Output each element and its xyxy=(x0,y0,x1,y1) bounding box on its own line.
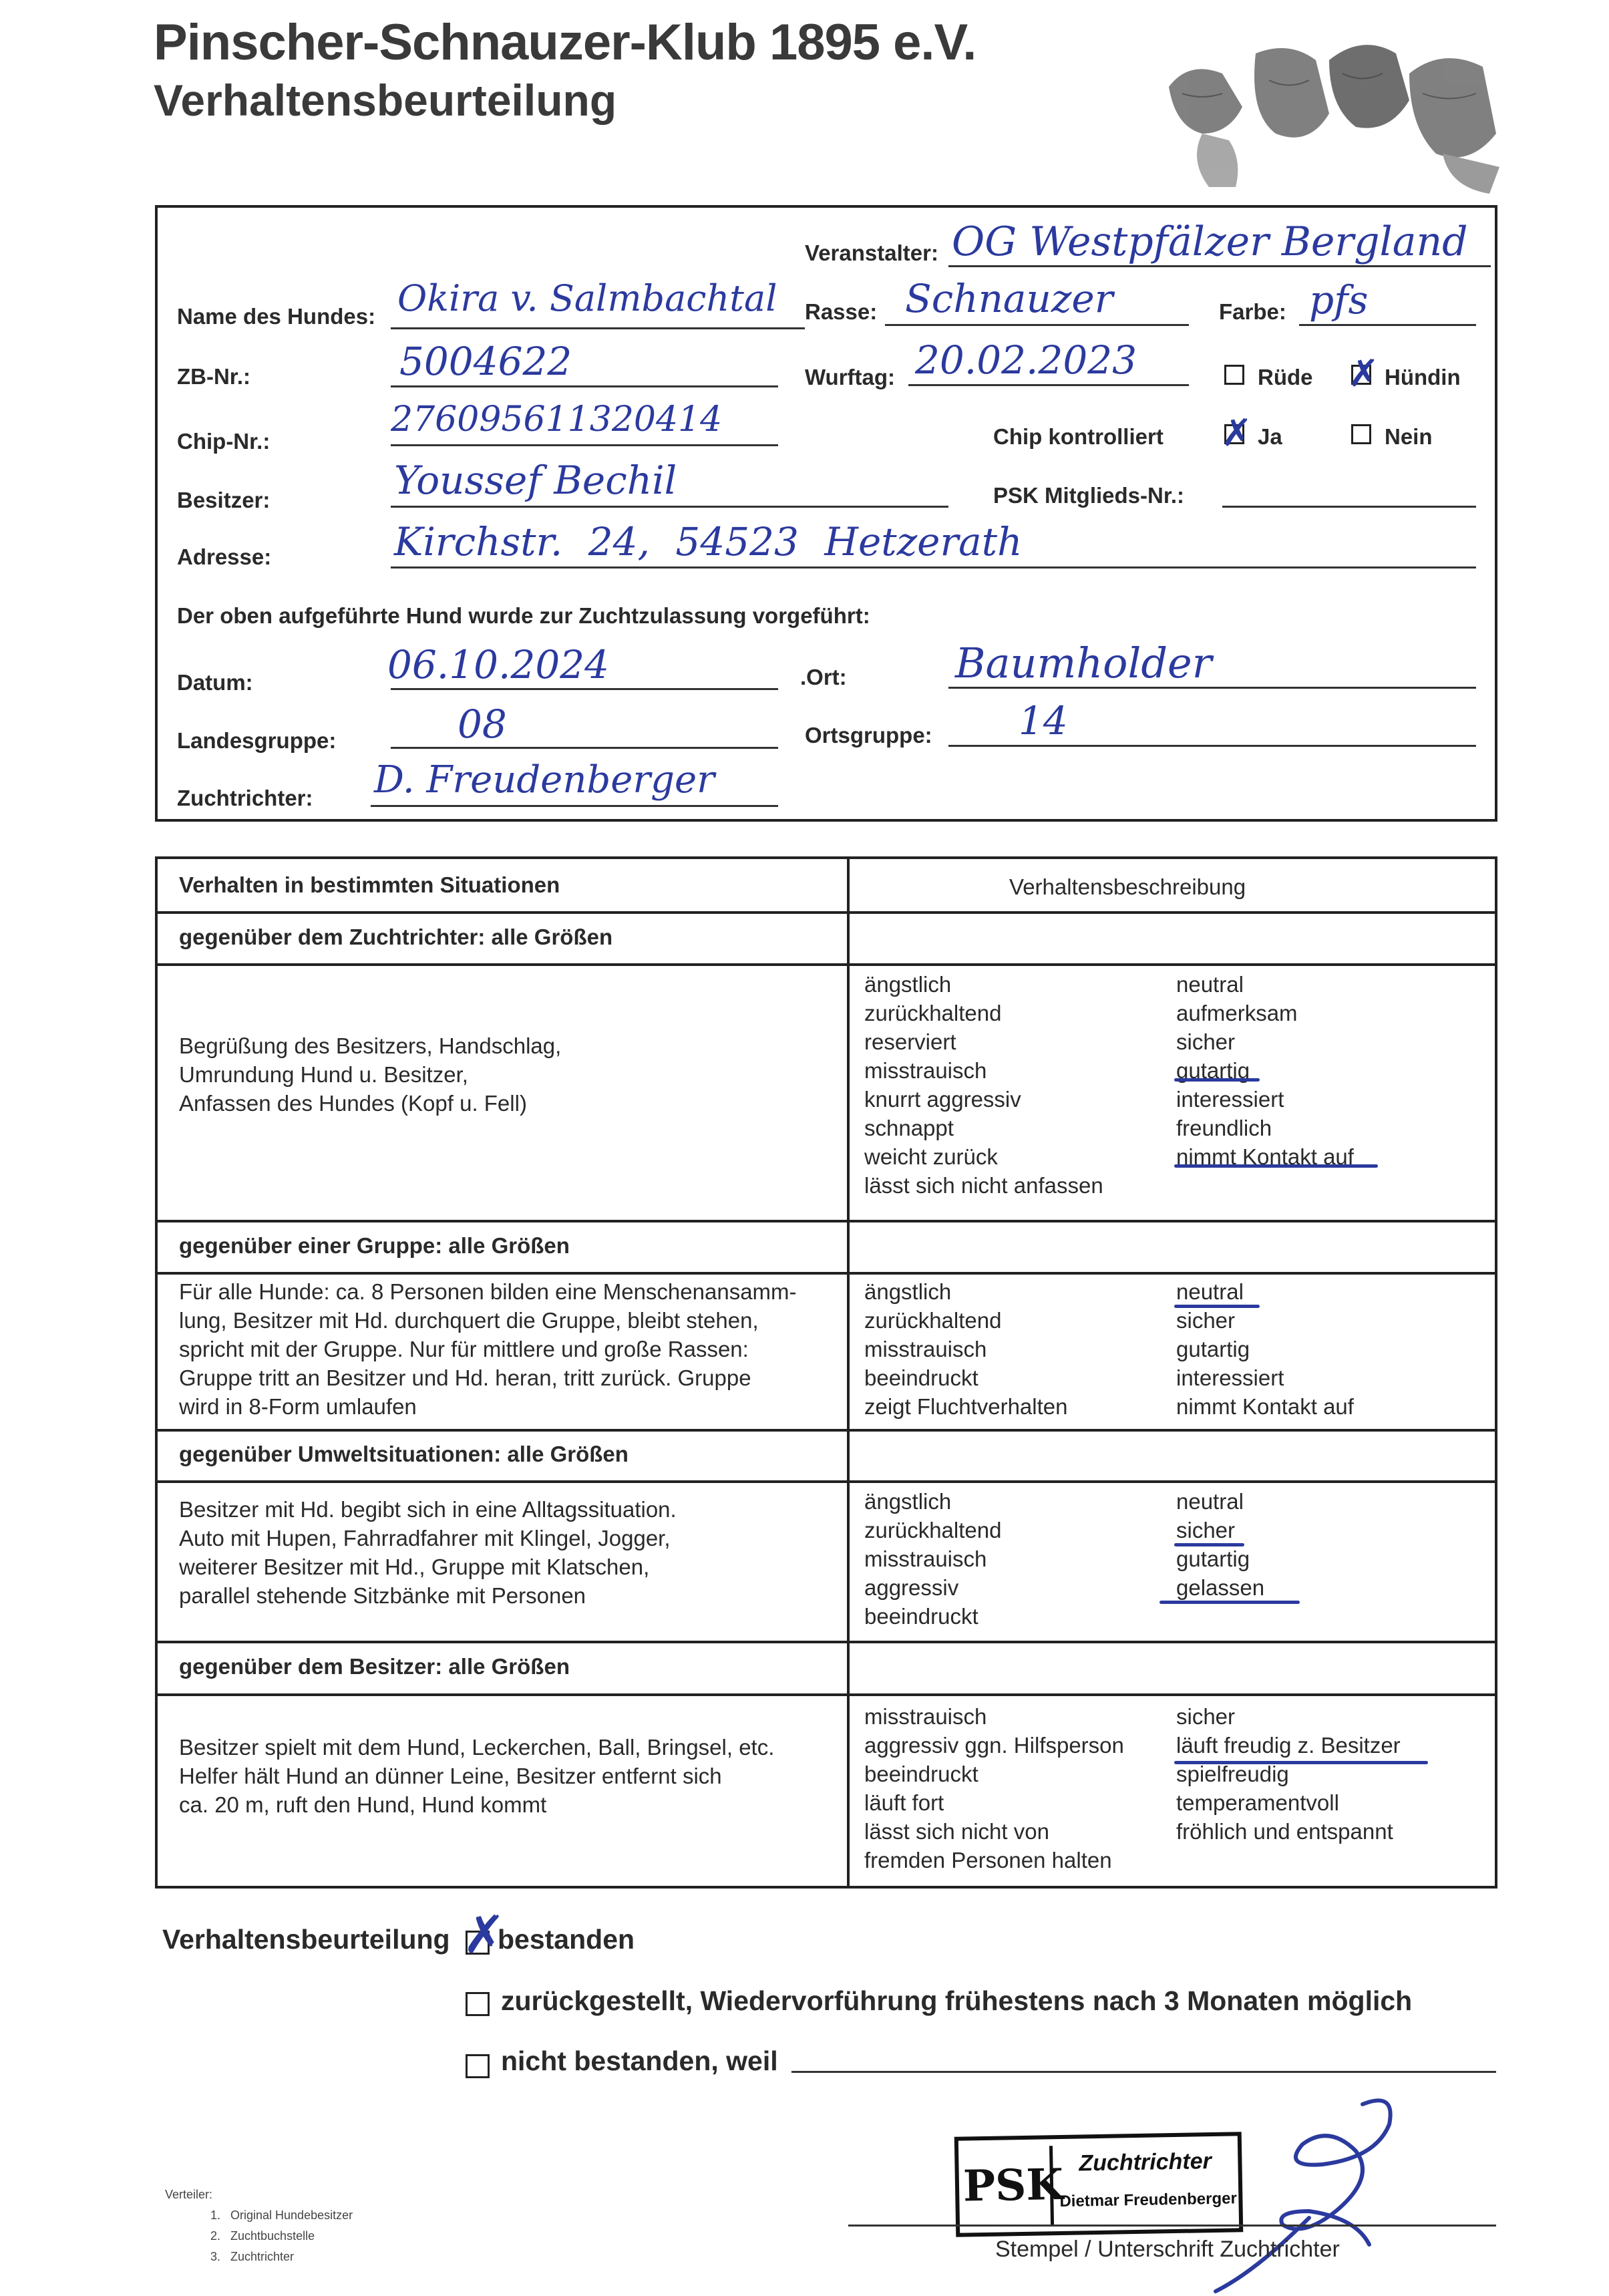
veranstalter-label: Veranstalter: xyxy=(805,240,938,265)
club-title: Pinscher-Schnauzer-Klub 1895 e.V. xyxy=(154,14,976,71)
datum-label: Datum: xyxy=(177,670,253,695)
judge-stamp xyxy=(954,2132,1244,2237)
intro-text: Der oben aufgeführte Hund wurde zur Zuchtzulassung vorgeführt: xyxy=(177,603,870,628)
rasse-value: Schnauzer xyxy=(905,276,1113,321)
ruede-label: Rüde xyxy=(1258,365,1313,389)
underline-sicher xyxy=(1174,1543,1244,1546)
stamp-psk: PSK xyxy=(962,2146,1054,2226)
verteiler-label: Verteiler: xyxy=(165,2188,213,2201)
veranstalter-value: OG Westpfälzer Bergland xyxy=(952,218,1468,265)
section-1-description: Begrüßung des Besitzers, Handschlag, Umrundung Hund u. Besitzer, Anfassen des Hundes (Kopf u. Fell) xyxy=(179,1033,562,1116)
landesgruppe-value: 08 xyxy=(458,701,507,747)
besitzer-label: Besitzer: xyxy=(177,488,271,512)
huendin-check-mark: ✗ xyxy=(1348,352,1379,395)
judge-signature xyxy=(1202,2084,1416,2296)
farbe-value: pfs xyxy=(1309,277,1369,323)
underline-nimmt-kontakt-auf xyxy=(1174,1164,1378,1168)
landesgruppe-label: Landesgruppe: xyxy=(177,728,337,753)
verteiler-item-3: 3. Zuchtrichter xyxy=(210,2250,295,2263)
wurftag-value: 20.02.2023 xyxy=(915,337,1137,383)
nicht-bestanden-label: nicht bestanden, weil xyxy=(501,2045,778,2076)
adresse-value: Kirchstr. 24, 54523 Hetzerath xyxy=(394,519,1023,564)
ruede-checkbox[interactable] xyxy=(1224,365,1244,385)
bestanden-check-mark: ✗ xyxy=(462,1905,506,1965)
section-4-left-options: misstrauisch aggressiv ggn. Hilfsperson beeindruckt läuft fort lässt sich nicht von fremden Personen halten xyxy=(864,1704,1124,1872)
verteiler-item-1: 1. Original Hundebesitzer xyxy=(210,2208,353,2222)
ortsgruppe-value: 14 xyxy=(1019,698,1068,744)
adresse-label: Adresse: xyxy=(177,544,272,569)
chip-label: Chip-Nr.: xyxy=(177,429,271,454)
nicht-bestanden-checkbox[interactable] xyxy=(466,2054,490,2078)
section-3-right-options: neutral sicher gutartig gelassen xyxy=(1176,1489,1265,1600)
section-3-title: gegenüber Umweltsituationen: alle Größen xyxy=(179,1442,629,1466)
rasse-label: Rasse: xyxy=(805,299,878,324)
form-title: Verhaltensbeurteilung xyxy=(154,75,617,125)
ort-label: .Ort: xyxy=(800,665,847,689)
stamp-line-2: Dietmar Freudenberger xyxy=(1059,2189,1238,2211)
underline-laeuft-freudig xyxy=(1174,1761,1428,1764)
verteiler-item-2: 2. Zuchtbuchstelle xyxy=(210,2229,315,2243)
section-2-left-options: ängstlich zurückhaltend misstrauisch beeindruckt zeigt Fluchtverhalten xyxy=(864,1279,1068,1419)
section-1-left-options: ängstlich zurückhaltend reserviert misstrauisch knurrt aggressiv schnappt weicht zurück lässt sich nicht anfassen xyxy=(864,972,1103,1198)
section-4-description: Besitzer spielt mit dem Hund, Leckerchen, Ball, Bringsel, etc. Helfer hält Hund an dünner Leine, Besitzer entfernt sich ca. 20 m, ruft den Hund, Hund kommt xyxy=(179,1735,775,1817)
farbe-label: Farbe: xyxy=(1219,299,1286,324)
name-label: Name des Hundes: xyxy=(177,304,376,329)
section-3-left-options: ängstlich zurückhaltend misstrauisch aggressiv beeindruckt xyxy=(864,1489,1002,1629)
dog-heads-illustration xyxy=(1129,33,1503,200)
nein-label: Nein xyxy=(1385,424,1433,449)
section-4-title: gegenüber dem Besitzer: alle Größen xyxy=(179,1654,570,1679)
huendin-label: Hündin xyxy=(1385,365,1461,389)
signature-label: Stempel / Unterschrift Zuchtrichter xyxy=(995,2237,1340,2262)
result-label: Verhaltensbeurteilung xyxy=(162,1924,450,1955)
behaviour-table xyxy=(155,856,1497,1889)
name-value: Okira v. Salmbachtal xyxy=(397,277,777,319)
besitzer-value: Youssef Bechil xyxy=(394,458,677,503)
psk-mitglied-label: PSK Mitglieds-Nr.: xyxy=(993,483,1185,508)
section-2-title: gegenüber einer Gruppe: alle Größen xyxy=(179,1233,570,1258)
col1-header: Verhalten in bestimmten Situationen xyxy=(179,872,560,897)
ortsgruppe-label: Ortsgruppe: xyxy=(805,723,932,748)
ja-label: Ja xyxy=(1258,424,1282,449)
chip-nein-checkbox[interactable] xyxy=(1351,424,1371,444)
stamp-line-1: Zuchtrichter xyxy=(1079,2148,1212,2176)
zb-value: 5004622 xyxy=(399,339,572,384)
underline-gelassen xyxy=(1159,1601,1300,1604)
col2-header: Verhaltensbeschreibung xyxy=(1009,874,1246,899)
section-3-description: Besitzer mit Hd. begibt sich in eine Alltagssituation. Auto mit Hupen, Fahrradfahrer mit Klingel, Jogger, weiterer Besitzer mit Hd., Gruppe mit Klatschen, parallel stehende Sitzbänke mit Personen xyxy=(179,1497,677,1608)
section-4-right-options: sicher läuft freudig z. Besitzer spielfreudig temperamentvoll fröhlich und entspannt xyxy=(1176,1704,1401,1844)
ort-value: Baumholder xyxy=(955,639,1212,687)
wurftag-label: Wurftag: xyxy=(805,365,896,389)
chip-ja-check-mark: ✗ xyxy=(1221,412,1252,455)
section-2-description: Für alle Hunde: ca. 8 Personen bilden eine Menschenansamm- lung, Besitzer mit Hd. durchquert die Gruppe, bleibt stehen, spricht mit der Gruppe. Nur für mittlere und große Rassen: Gruppe tritt an Besitzer und Hd. heran, tritt zurück. Gruppe wird in 8-Form umlaufen xyxy=(179,1279,797,1419)
chip-kontrolliert-label: Chip kontrolliert xyxy=(993,424,1164,449)
datum-value: 06.10.2024 xyxy=(387,642,610,687)
chip-value: 276095611320414 xyxy=(391,399,723,440)
bestanden-label: bestanden xyxy=(498,1924,635,1955)
zb-label: ZB-Nr.: xyxy=(177,364,250,389)
section-1-title: gegenüber dem Zuchtrichter: alle Größen xyxy=(179,925,613,949)
zuchtrichter-value: D. Freudenberger xyxy=(374,758,715,802)
section-2-right-options: neutral sicher gutartig interessiert nimmt Kontakt auf xyxy=(1176,1279,1354,1419)
zurueckgestellt-checkbox[interactable] xyxy=(466,1992,490,2016)
underline-neutral xyxy=(1174,1305,1260,1308)
underline-gutartig xyxy=(1174,1078,1260,1082)
section-1-right-options: neutral aufmerksam sicher gutartig interessiert freundlich nimmt Kontakt auf xyxy=(1176,972,1354,1169)
zurueckgestellt-label: zurückgestellt, Wiedervorführung frühestens nach 3 Monaten möglich xyxy=(501,1985,1413,2016)
zuchtrichter-label: Zuchtrichter: xyxy=(177,786,313,810)
